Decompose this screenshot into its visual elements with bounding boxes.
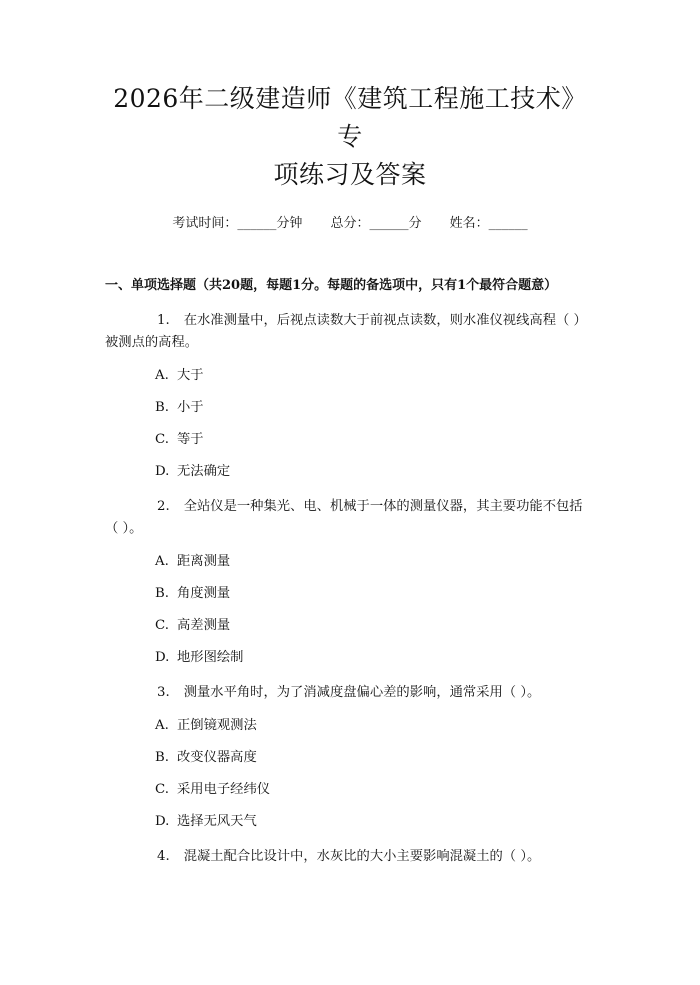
option-text: 地形图绘制 bbox=[177, 650, 244, 665]
option-text: 小于 bbox=[177, 400, 204, 415]
question-2-options bbox=[105, 552, 595, 668]
question-1-options bbox=[105, 366, 595, 482]
option-letter: B. bbox=[155, 400, 169, 415]
total-score-label: 总分： bbox=[330, 216, 370, 231]
option-b bbox=[105, 584, 595, 604]
question-3 bbox=[105, 682, 595, 704]
option-text: 采用电子经纬仪 bbox=[177, 782, 271, 797]
option-letter: C. bbox=[155, 782, 169, 797]
exam-info bbox=[105, 214, 595, 234]
option-d bbox=[105, 462, 595, 482]
option-text: 选择无风天气 bbox=[177, 814, 257, 829]
title-line-2: 项练习及答案 bbox=[273, 160, 427, 189]
total-score bbox=[330, 214, 421, 234]
option-text: 无法确定 bbox=[177, 464, 231, 479]
option-a bbox=[105, 552, 595, 572]
question-4 bbox=[105, 846, 595, 868]
exam-time-label: 考试时间： bbox=[172, 216, 238, 231]
student-name-label: 姓名： bbox=[449, 216, 489, 231]
option-letter: C. bbox=[155, 618, 169, 633]
section-title: 一、单项选择题（共20题，每题1分。每题的备选项中，只有1个最符合题意） bbox=[105, 278, 558, 293]
option-letter: D. bbox=[155, 464, 170, 479]
option-c bbox=[105, 616, 595, 636]
option-letter: A. bbox=[155, 368, 169, 383]
question-number: 3. bbox=[157, 685, 170, 700]
question-text: 混凝土配合比设计中，水灰比的大小主要影响混凝土的（ ）。 bbox=[183, 849, 541, 864]
exam-time-unit: 分钟 bbox=[276, 216, 303, 231]
document-page bbox=[0, 80, 700, 985]
question-number: 2. bbox=[157, 499, 170, 514]
document-title bbox=[105, 80, 595, 194]
question-text: 在水准测量中，后视点读数大于前视点读数，则水准仪视线高程（ ）被测点的高程。 bbox=[105, 313, 587, 350]
option-text: 角度测量 bbox=[177, 586, 231, 601]
option-a bbox=[105, 716, 595, 736]
total-score-unit: 分 bbox=[408, 216, 422, 231]
option-letter: B. bbox=[155, 750, 169, 765]
question-number: 1. bbox=[157, 313, 170, 328]
option-b bbox=[105, 398, 595, 418]
student-name-blank: ______ bbox=[488, 216, 528, 231]
option-b bbox=[105, 748, 595, 768]
exam-time-blank: ______ bbox=[237, 216, 277, 231]
question-3-options bbox=[105, 716, 595, 832]
question-number: 4. bbox=[157, 849, 170, 864]
question-text: 全站仪是一种集光、电、机械于一体的测量仪器，其主要功能不包括（ ）。 bbox=[105, 499, 583, 536]
option-letter: A. bbox=[155, 718, 169, 733]
question-1 bbox=[105, 310, 595, 354]
option-c bbox=[105, 780, 595, 800]
option-text: 高差测量 bbox=[177, 618, 231, 633]
total-score-blank: ______ bbox=[369, 216, 409, 231]
option-letter: C. bbox=[155, 432, 169, 447]
option-text: 改变仪器高度 bbox=[177, 750, 257, 765]
student-name bbox=[450, 214, 528, 234]
exam-time bbox=[172, 214, 302, 234]
option-a bbox=[105, 366, 595, 386]
option-letter: D. bbox=[155, 814, 170, 829]
option-c bbox=[105, 430, 595, 450]
option-d bbox=[105, 648, 595, 668]
option-letter: D. bbox=[155, 650, 170, 665]
question-text: 测量水平角时，为了消减度盘偏心差的影响，通常采用（ ）。 bbox=[183, 685, 541, 700]
title-line-1: 2026年二级建造师《建筑工程施工技术》专 bbox=[113, 84, 587, 151]
option-letter: A. bbox=[155, 554, 169, 569]
option-text: 等于 bbox=[177, 432, 204, 447]
option-d bbox=[105, 812, 595, 832]
question-2 bbox=[105, 496, 595, 540]
option-text: 距离测量 bbox=[177, 554, 231, 569]
option-text: 正倒镜观测法 bbox=[177, 718, 257, 733]
option-letter: B. bbox=[155, 586, 169, 601]
option-text: 大于 bbox=[177, 368, 204, 383]
